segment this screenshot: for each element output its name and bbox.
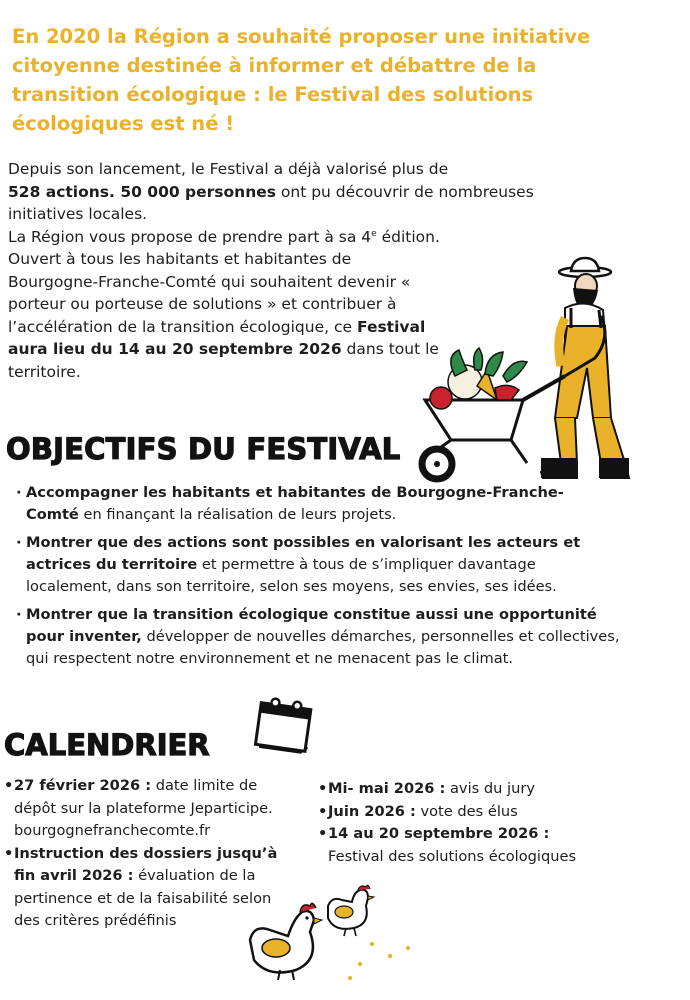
calendar-heading: CALENDRIER bbox=[4, 728, 210, 762]
p2-bold: Festival aura lieu du 14 au 20 septembre 2026 bbox=[8, 317, 426, 358]
p1-bold: 528 actions. 50 000 personnes bbox=[8, 182, 276, 201]
objective-text: et permettre à tous de s’impliquer davantage localement, dans son territoire, selon ses moyens, ses envies, ses idées. bbox=[26, 556, 557, 595]
calendar-item bbox=[318, 801, 618, 824]
gardener-wheelbarrow-illustration bbox=[415, 258, 645, 488]
objective-item bbox=[16, 604, 626, 670]
p2-sup: e bbox=[371, 228, 377, 239]
objective-text: en finançant la réalisation de leurs projets. bbox=[83, 506, 397, 523]
calendar-icon bbox=[250, 696, 316, 760]
p1-text: Depuis son lancement, le Festival a déjà valorisé plus de bbox=[8, 160, 449, 178]
calendar-date: Juin 2026 : bbox=[328, 802, 416, 820]
calendar-item bbox=[4, 775, 276, 843]
paragraph-2 bbox=[8, 226, 440, 384]
p2-text: La Région vous propose de prendre part à sa 4 bbox=[8, 227, 372, 246]
calendar-date: 27 février 2026 : bbox=[14, 777, 152, 794]
calendar-date: 14 au 20 septembre 2026 : bbox=[328, 825, 550, 842]
p2-text-end: dans tout le territoire. bbox=[8, 340, 439, 381]
objectives-heading: OBJECTIFS DU FESTIVAL bbox=[6, 432, 401, 466]
objectives-list bbox=[16, 482, 656, 676]
calendar-date: Instruction des dossiers jusqu’à fin avril 2026 : bbox=[14, 844, 278, 884]
calendar-right-list bbox=[318, 778, 618, 868]
calendar-date: Mi- mai 2026 : bbox=[328, 780, 446, 797]
objective-item bbox=[16, 482, 586, 526]
calendar-desc: Festival des solutions écologiques bbox=[328, 847, 577, 865]
p1-text-end: ont pu découvrir de nombreuses initiatives locales. bbox=[8, 182, 534, 223]
objective-bold: Montrer que la transition écologique constitue aussi une opportunité pour inventer, bbox=[26, 606, 597, 645]
intro-heading: En 2020 la Région a souhaité proposer une initiative citoyenne destinée à informer et débattre de la transition écologique : le Festival des solutions écologiques est né ! bbox=[12, 25, 591, 135]
p2-text-mid: édition. Ouvert à tous les habitants et habitantes de Bourgogne-Franche-Comté qui souhaitent devenir « porteur ou porteuse de solutions » et contribuer à l’accélération de la transition écologique, ce bbox=[8, 227, 440, 336]
objective-text: développer de nouvelles démarches, personnelles et collectives, qui respectent notre environnement et ne menacent pas le climat. bbox=[26, 628, 620, 667]
objective-item bbox=[16, 532, 596, 598]
calendar-desc: évaluation de la pertinence et de la faisabilité selon des critères prédéfinis bbox=[14, 867, 272, 929]
calendar-item bbox=[318, 823, 598, 868]
calendar-desc: vote des élus bbox=[420, 802, 518, 820]
calendar-item bbox=[318, 778, 618, 801]
chickens-illustration bbox=[240, 884, 420, 984]
objective-bold: Montrer que des actions sont possibles en valorisant les acteurs et actrices du territoire bbox=[26, 534, 581, 573]
calendar-desc: date limite de dépôt sur la plateforme Jeparticipe. bourgognefranchecomte.fr bbox=[14, 777, 273, 839]
objective-bold: Accompagner les habitants et habitantes de Bourgogne-Franche-Comté bbox=[26, 484, 564, 523]
paragraph-1 bbox=[8, 158, 608, 226]
calendar-desc: avis du jury bbox=[449, 780, 535, 797]
